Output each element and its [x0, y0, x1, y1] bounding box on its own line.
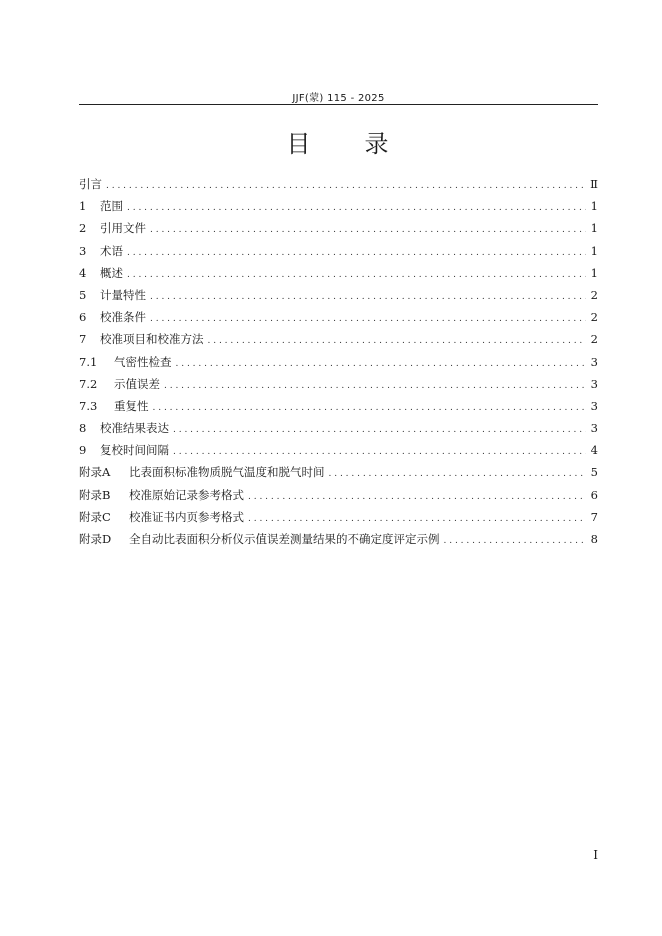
toc-entry-appendix-d[interactable]: [79, 531, 598, 553]
toc-entry-repeatability[interactable]: [79, 398, 598, 420]
toc-dot-leader: [150, 225, 586, 235]
toc-dot-leader: [329, 469, 587, 479]
toc-entry-calibration-conditions[interactable]: [79, 309, 598, 331]
toc-entry-page: 6: [590, 487, 598, 502]
toc-entry-label: 重复性: [114, 398, 149, 413]
toc-entry-label: 全自动比表面积分析仪示值误差测量结果的不确定度评定示例: [129, 532, 440, 546]
toc-entry-appendix-c[interactable]: [79, 509, 598, 531]
toc-entry-page: 3: [590, 421, 598, 436]
toc-entry-gas-tightness-check[interactable]: [79, 354, 598, 376]
toc-entry-calibration-items-methods[interactable]: [79, 331, 598, 353]
toc-entry-label: 引言: [79, 177, 102, 191]
toc-dot-leader: [248, 492, 586, 502]
toc-entry-number: 2: [79, 221, 87, 236]
toc-dot-leader: [106, 181, 586, 191]
toc-entry-scope[interactable]: [79, 198, 598, 220]
toc-dot-leader: [164, 381, 586, 391]
toc-entry-page: 1: [590, 199, 598, 214]
toc-entry-foreword[interactable]: [79, 176, 598, 198]
document-code-header: JJF(蒙) 115 - 2025: [292, 93, 385, 104]
toc-entry-metrological-characteristics[interactable]: [79, 287, 598, 309]
toc-entry-number: 9: [79, 443, 87, 458]
toc-entry-label: 引用文件: [100, 221, 146, 236]
toc-entry-label: 校准条件: [100, 310, 146, 325]
toc-entry-page: 2: [590, 310, 598, 325]
toc-entry-label: 比表面积标准物质脱气温度和脱气时间: [129, 465, 325, 480]
toc-entry-number: 7.1: [79, 354, 98, 369]
toc-dot-leader: [127, 248, 586, 258]
toc-entry-number: 附录B: [79, 487, 111, 502]
toc-entry-page: 1: [590, 243, 598, 258]
toc-entry-overview[interactable]: [79, 265, 598, 287]
toc-entry-number: 附录C: [79, 509, 111, 524]
toc-entry-recalibration-interval[interactable]: [79, 442, 598, 464]
table-of-contents: [79, 176, 598, 553]
toc-entry-page: 2: [590, 332, 598, 347]
toc-entry-label: 校准结果表达: [100, 421, 169, 436]
toc-entry-references[interactable]: [79, 220, 598, 242]
toc-entry-number: 附录A: [79, 465, 111, 480]
toc-entry-number: 附录D: [79, 532, 112, 546]
toc-entry-number: 1: [79, 199, 87, 214]
toc-entry-label: 范围: [100, 199, 123, 214]
toc-dot-leader: [444, 536, 587, 546]
toc-entry-label: 校准项目和校准方法: [100, 332, 204, 347]
toc-entry-number: 4: [79, 265, 87, 280]
page-number: I: [593, 848, 598, 862]
toc-dot-leader: [248, 514, 586, 524]
page-title: 目 录: [286, 130, 391, 158]
toc-entry-label: 术语: [100, 243, 123, 258]
toc-entry-indication-error[interactable]: [79, 376, 598, 398]
toc-entry-number: 7.2: [79, 376, 98, 391]
toc-dot-leader: [153, 403, 587, 413]
toc-entry-page: 7: [590, 509, 598, 524]
toc-entry-page: 4: [590, 443, 598, 458]
toc-dot-leader: [150, 314, 586, 324]
toc-entry-label: 校准证书内页参考格式: [129, 509, 244, 524]
toc-entry-label: 校准原始记录参考格式: [129, 487, 244, 502]
toc-entry-label: 气密性检查: [114, 354, 172, 369]
toc-dot-leader: [127, 203, 586, 213]
toc-entry-page: 3: [590, 354, 598, 369]
toc-entry-terms[interactable]: [79, 243, 598, 265]
toc-entry-number: 5: [79, 287, 87, 302]
toc-entry-number: 6: [79, 310, 87, 325]
toc-entry-number: 8: [79, 421, 87, 436]
toc-entry-number: 3: [79, 243, 87, 258]
toc-entry-result-expression[interactable]: [79, 420, 598, 442]
toc-entry-page: 8: [590, 532, 598, 546]
toc-entry-number: 7.3: [79, 398, 98, 413]
toc-entry-label: 计量特性: [100, 287, 146, 302]
toc-dot-leader: [208, 336, 587, 346]
toc-entry-appendix-a[interactable]: [79, 464, 598, 486]
toc-entry-number: 7: [79, 332, 87, 347]
toc-entry-page: 1: [590, 221, 598, 236]
header-rule: [79, 104, 598, 105]
toc-dot-leader: [173, 447, 586, 457]
toc-entry-label: 概述: [100, 265, 123, 280]
toc-entry-page: 5: [590, 465, 598, 480]
toc-entry-page: 2: [590, 287, 598, 302]
toc-dot-leader: [173, 425, 586, 435]
toc-entry-appendix-b[interactable]: [79, 487, 598, 509]
toc-dot-leader: [127, 270, 586, 280]
toc-entry-page: 3: [590, 376, 598, 391]
toc-entry-page: 1: [590, 265, 598, 280]
toc-entry-label: 示值误差: [114, 376, 160, 391]
toc-dot-leader: [150, 292, 586, 302]
toc-entry-page: 3: [590, 398, 598, 413]
toc-entry-page: Ⅱ: [590, 177, 598, 191]
toc-dot-leader: [176, 359, 587, 369]
toc-entry-label: 复校时间间隔: [100, 443, 169, 458]
